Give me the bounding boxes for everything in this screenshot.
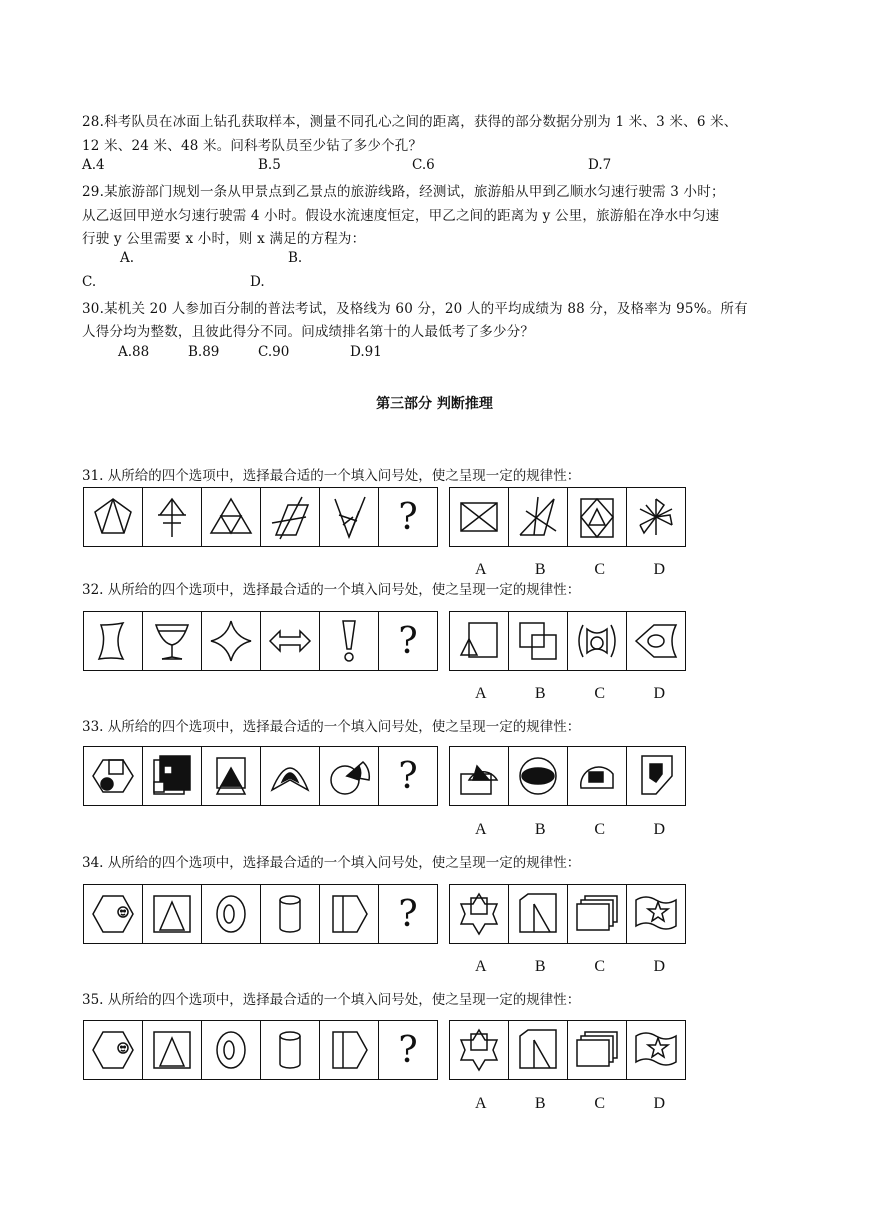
q35-letter-c: C bbox=[594, 1095, 606, 1112]
q34-options-strip bbox=[449, 884, 686, 944]
q32-options-strip bbox=[449, 611, 686, 671]
q35-figure-5 bbox=[320, 1021, 379, 1079]
q34-letter-a: A bbox=[474, 958, 487, 975]
q34-option-c-figure[interactable] bbox=[568, 885, 627, 943]
q31-figure-5 bbox=[320, 488, 379, 546]
q34-figure-5 bbox=[320, 885, 379, 943]
q30-option-c: C.90 bbox=[258, 344, 290, 360]
q30-line2: 人得分均为整数，且彼此得分不同。问成绩排名第十的人最低考了多少分？ bbox=[82, 324, 535, 340]
q35-sequence-strip bbox=[83, 1020, 438, 1080]
q33-sequence-strip bbox=[83, 746, 438, 806]
q32-answer-letters bbox=[451, 685, 689, 703]
q34-question-cell bbox=[379, 885, 437, 943]
q28-option-b: B.5 bbox=[258, 157, 281, 173]
q31-sequence-strip bbox=[83, 487, 438, 547]
q33-answer-letters bbox=[451, 821, 689, 839]
q32-figure-1 bbox=[84, 612, 143, 670]
q34-letter-b: B bbox=[534, 958, 546, 975]
q35-title: 35. 从所给的四个选项中，选择最合适的一个填入问号处，使之呈现一定的规律性： bbox=[82, 992, 581, 1008]
q35-letter-d: D bbox=[653, 1095, 666, 1112]
q30-line1: 30.某机关 20 人参加百分制的普法考试，及格线为 60 分，20 人的平均成绩为 88 分，及格率为 95%。所有 bbox=[82, 301, 748, 317]
q35-figure-4 bbox=[261, 1021, 320, 1079]
q35-letter-a: A bbox=[474, 1095, 487, 1112]
q35-question-cell bbox=[379, 1021, 437, 1079]
q34-letter-c: C bbox=[594, 958, 606, 975]
q33-letter-d: D bbox=[653, 821, 666, 838]
q32-letter-a: A bbox=[474, 685, 487, 702]
q28-line1: 28.科考队员在冰面上钻孔获取样本，测量不同孔心之间的距离，获得的部分数据分别为 1 米、3 米、6 米、 bbox=[82, 114, 738, 130]
q32-letter-c: C bbox=[594, 685, 606, 702]
q33-question-mark: ? bbox=[398, 755, 418, 797]
q34-figure-3 bbox=[202, 885, 261, 943]
q31-letter-b: B bbox=[534, 561, 546, 578]
q35-letter-b: B bbox=[534, 1095, 546, 1112]
q33-figure-3 bbox=[202, 747, 261, 805]
q31-question-cell bbox=[379, 488, 437, 546]
q32-figure-3 bbox=[202, 612, 261, 670]
q33-letter-a: A bbox=[474, 821, 487, 838]
q32-figure-2 bbox=[143, 612, 202, 670]
q35-option-c-figure[interactable] bbox=[568, 1021, 627, 1079]
q33-figure-5 bbox=[320, 747, 379, 805]
q35-options-strip bbox=[449, 1020, 686, 1080]
q33-options-strip bbox=[449, 746, 686, 806]
q31-letter-d: D bbox=[653, 561, 666, 578]
q34-figure-1 bbox=[84, 885, 143, 943]
q28-option-a: A.4 bbox=[82, 157, 105, 173]
q31-question-mark: ? bbox=[398, 496, 418, 538]
q31-option-b-figure[interactable] bbox=[509, 488, 568, 546]
q29-line2: 从乙返回甲逆水匀速行驶需 4 小时。假设水流速度恒定，甲乙之间的距离为 y 公里，旅游船在净水中匀速 bbox=[82, 208, 720, 224]
q29-option-c: C. bbox=[82, 274, 97, 290]
q31-options-strip bbox=[449, 487, 686, 547]
q31-option-a-figure[interactable] bbox=[450, 488, 509, 546]
q33-letter-b: B bbox=[534, 821, 546, 838]
q32-letter-d: D bbox=[653, 685, 666, 702]
q30-option-a: A.88 bbox=[118, 344, 150, 360]
q32-option-c-figure[interactable] bbox=[568, 612, 627, 670]
q30-option-d: D.91 bbox=[350, 344, 382, 360]
q34-option-d-figure[interactable] bbox=[627, 885, 685, 943]
q35-option-d-figure[interactable] bbox=[627, 1021, 685, 1079]
q31-figure-1 bbox=[84, 488, 143, 546]
q29-option-a: A. bbox=[120, 250, 135, 266]
q29-option-d: D. bbox=[250, 274, 265, 290]
q33-figure-4 bbox=[261, 747, 320, 805]
q33-figure-1 bbox=[84, 747, 143, 805]
q31-letter-a: A bbox=[474, 561, 487, 578]
q34-figure-2 bbox=[143, 885, 202, 943]
q31-figure-2 bbox=[143, 488, 202, 546]
q28-option-d: D.7 bbox=[588, 157, 612, 173]
q31-letter-c: C bbox=[594, 561, 606, 578]
q31-answer-letters bbox=[451, 561, 689, 579]
q35-option-b-figure[interactable] bbox=[509, 1021, 568, 1079]
q33-question-cell bbox=[379, 747, 437, 805]
q32-sequence-strip bbox=[83, 611, 438, 671]
q34-title: 34. 从所给的四个选项中，选择最合适的一个填入问号处，使之呈现一定的规律性： bbox=[82, 855, 581, 871]
q32-option-a-figure[interactable] bbox=[450, 612, 509, 670]
q32-option-b-figure[interactable] bbox=[509, 612, 568, 670]
q35-figure-1 bbox=[84, 1021, 143, 1079]
q34-sequence-strip bbox=[83, 884, 438, 944]
q33-letter-c: C bbox=[594, 821, 606, 838]
q35-option-a-figure[interactable] bbox=[450, 1021, 509, 1079]
q31-figure-3 bbox=[202, 488, 261, 546]
q34-figure-4 bbox=[261, 885, 320, 943]
q33-title: 33. 从所给的四个选项中，选择最合适的一个填入问号处，使之呈现一定的规律性： bbox=[82, 719, 581, 735]
q29-option-b: B. bbox=[288, 250, 303, 266]
q29-line3: 行驶 y 公里需要 x 小时，则 x 满足的方程为： bbox=[82, 231, 366, 247]
q34-letter-d: D bbox=[653, 958, 666, 975]
q35-answer-letters bbox=[451, 1095, 689, 1113]
q32-option-d-figure[interactable] bbox=[627, 612, 685, 670]
q32-question-cell bbox=[379, 612, 437, 670]
q33-option-a-figure[interactable] bbox=[450, 747, 509, 805]
q33-figure-2 bbox=[143, 747, 202, 805]
q31-figure-4 bbox=[261, 488, 320, 546]
q34-option-a-figure[interactable] bbox=[450, 885, 509, 943]
q33-option-b-figure[interactable] bbox=[509, 747, 568, 805]
q34-question-mark: ? bbox=[398, 893, 418, 935]
q31-option-d-figure[interactable] bbox=[627, 488, 685, 546]
q32-question-mark: ? bbox=[398, 620, 418, 662]
q35-figure-3 bbox=[202, 1021, 261, 1079]
q28-option-c: C.6 bbox=[412, 157, 435, 173]
q33-option-d-figure[interactable] bbox=[627, 747, 685, 805]
section-title: 第三部分 判断推理 bbox=[376, 396, 493, 412]
q32-letter-b: B bbox=[534, 685, 546, 702]
q31-option-c-figure[interactable] bbox=[568, 488, 627, 546]
q35-question-mark: ? bbox=[398, 1029, 418, 1071]
q34-answer-letters bbox=[451, 958, 689, 976]
q32-title: 32. 从所给的四个选项中，选择最合适的一个填入问号处，使之呈现一定的规律性： bbox=[82, 582, 581, 598]
q29-line1: 29.某旅游部门规划一条从甲景点到乙景点的旅游线路，经测试，旅游船从甲到乙顺水匀速行驶需 3 小时； bbox=[82, 184, 725, 200]
q31-title: 31. 从所给的四个选项中，选择最合适的一个填入问号处，使之呈现一定的规律性： bbox=[82, 468, 581, 484]
q34-option-b-figure[interactable] bbox=[509, 885, 568, 943]
q33-option-c-figure[interactable] bbox=[568, 747, 627, 805]
q30-option-b: B.89 bbox=[188, 344, 220, 360]
q35-figure-2 bbox=[143, 1021, 202, 1079]
q32-figure-4 bbox=[261, 612, 320, 670]
q32-figure-5 bbox=[320, 612, 379, 670]
q28-line2: 12 米、24 米、48 米。问科考队员至少钻了多少个孔？ bbox=[82, 138, 423, 154]
